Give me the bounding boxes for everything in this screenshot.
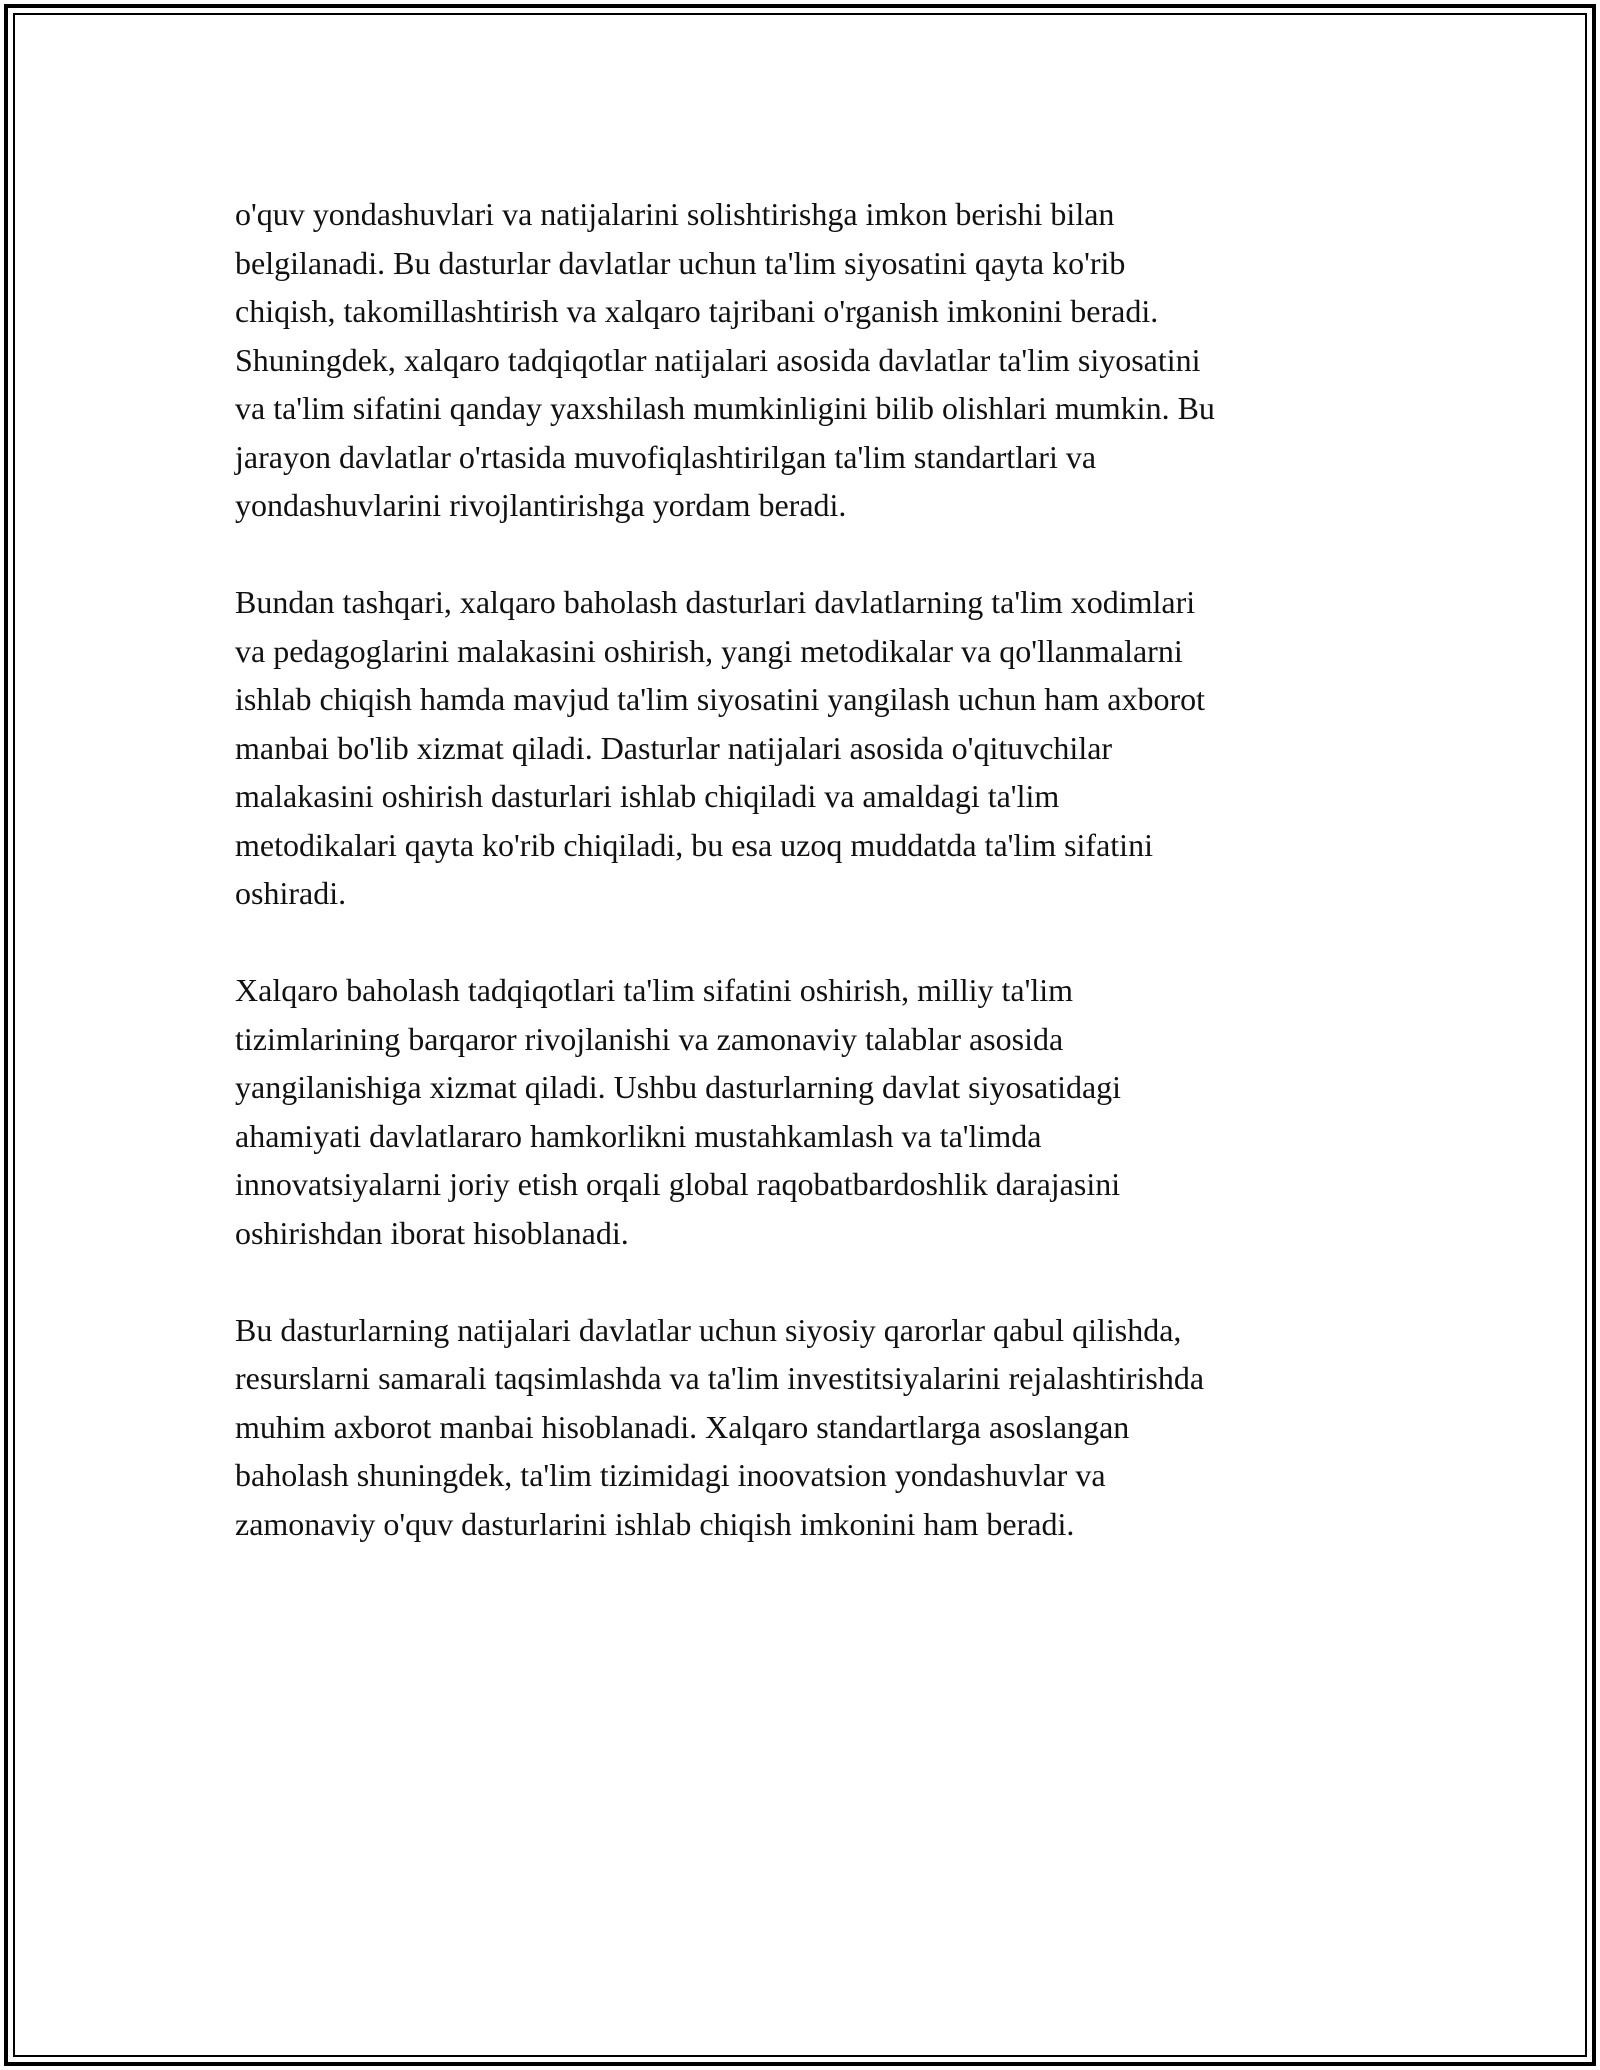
paragraph-3: Xalqaro baholash tadqiqotlari ta'lim sifatini oshirish, milliy ta'lim tizimlarining barqaror rivojlanishi va zamonaviy talablar asosida yangilanishiga xizmat qiladi. Ushbu dasturlarning davlat siyosatidagi ahamiyati davlatlararo hamkorlikni mustahkamlash va ta'limda innovatsiyalarni joriy etish orqali global raqobatbardoshlik darajasini oshirishdan iborat hisoblanadi. xyxy=(235,972,1122,1251)
paragraph-2: Bundan tashqari, xalqaro baholash dasturlari davlatlarning ta'lim xodimlari va pedagoglarini malakasini oshirish, yangi metodikalar va qo'llanmalarni ishlab chiqish hamda mavjud ta'lim siyosatini yangilash uchun ham axborot manbai bo'lib xizmat qiladi. Dasturlar natijalari asosida o'qituvchilar malakasini oshirish dasturlari ishlab chiqiladi va amaldagi ta'lim metodikalari qayta ko'rib chiqiladi, bu esa uzoq muddatda ta'lim sifatini oshiradi. xyxy=(235,584,1206,911)
document-body xyxy=(235,190,1385,1597)
paragraph-4: Bu dasturlarning natijalari davlatlar uchun siyosiy qarorlar qabul qilishda, resurslarni samarali taqsimlashda va ta'lim investitsiyalarini rejalashtirishda muhim axborot manbai hisoblanadi. Xalqaro standartlarga asoslangan baholash shuningdek, ta'lim tizimidagi inoovatsion yondashuvlar va zamonaviy o'quv dasturlarini ishlab chiqish imkonini ham beradi. xyxy=(235,1311,1205,1542)
paragraph-1: o'quv yondashuvlari va natijalarini solishtirishga imkon berishi bilan belgilanadi. Bu dasturlar davlatlar uchun ta'lim siyosatini qayta ko'rib chiqish, takomillashtirish va xalqaro tajribani o'rganish imkonini beradi. Shuningdek, xalqaro tadqiqotlar natijalari asosida davlatlar ta'lim siyosatini va ta'lim sifatini qanday yaxshilash mumkinligini bilib olishlari mumkin. Bu jarayon davlatlar o'rtasida muvofiqlashtirilgan ta'lim standartlari va yondashuvlarini rivojlantirishga yordam beradi. xyxy=(235,196,1215,523)
